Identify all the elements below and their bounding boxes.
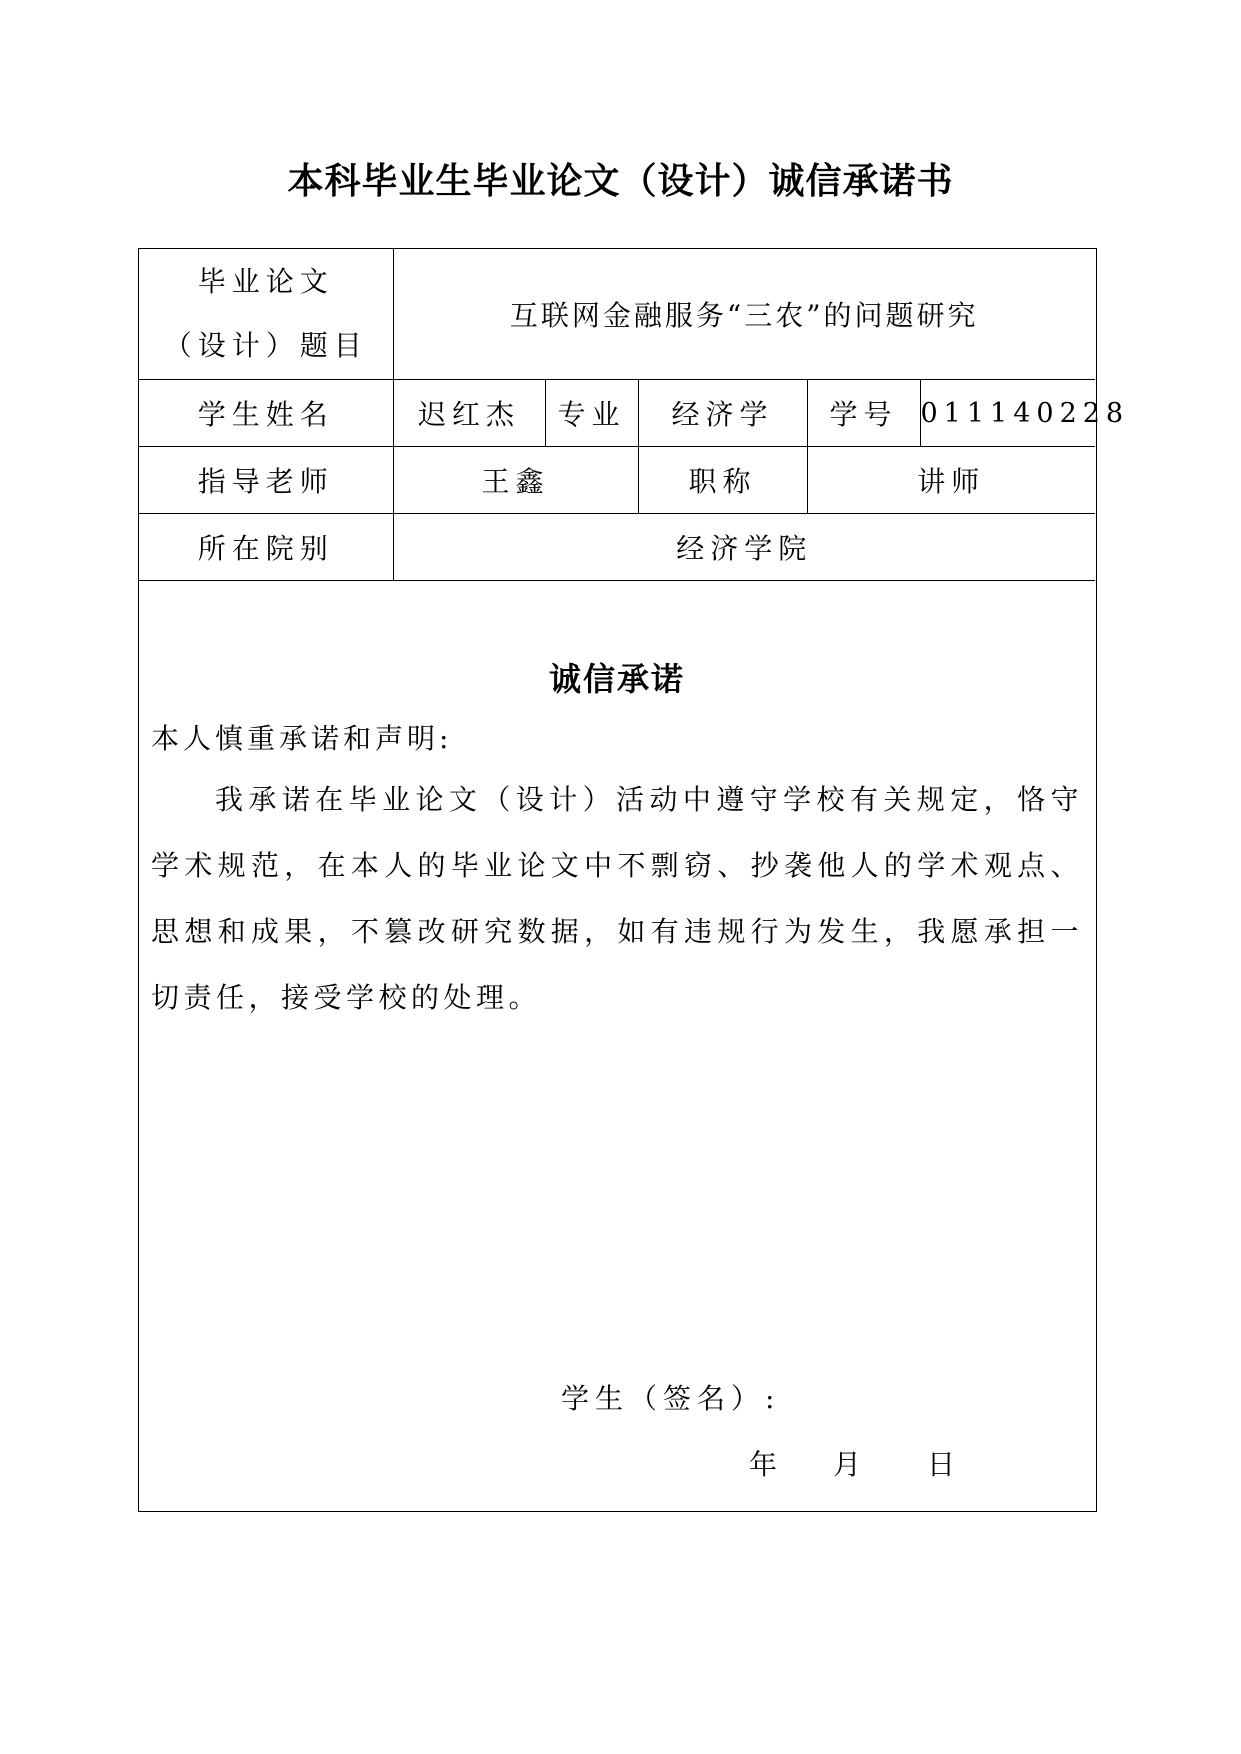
table-row-college <box>139 514 1095 581</box>
college-value: 经济学院 <box>393 514 1095 581</box>
signature-label: 学生（签名）: <box>561 1382 781 1415</box>
topic-label <box>139 249 393 380</box>
topic-label-line2: （设计）题目 <box>163 329 368 362</box>
date-day-label: 日 <box>927 1448 956 1481</box>
major-label: 专业 <box>545 380 638 447</box>
pledge-heading: 诚信承诺 <box>548 660 685 698</box>
table-row-student <box>139 380 1095 447</box>
advisor-label: 指导老师 <box>139 447 393 514</box>
student-name-label: 学生姓名 <box>139 380 393 447</box>
form-frame <box>138 248 1130 1512</box>
academic-title-label: 职称 <box>638 447 807 514</box>
topic-value: 互联网金融服务“三农”的问题研究 <box>393 249 1095 380</box>
student-id-value: 011140228 <box>920 380 1095 447</box>
date-year-label: 年 <box>749 1448 778 1481</box>
college-label: 所在院别 <box>139 514 393 581</box>
student-id-label: 学号 <box>807 380 920 447</box>
advisor-value: 王鑫 <box>393 447 638 514</box>
pledge-body: 我承诺在毕业论文（设计）活动中遵守学校有关规定，恪守学术规范，在本人的毕业论文中不剽窃、抄袭他人的学术观点、思想和成果，不篡改研究数据，如有违规行为发生，我愿承担一切责任，接受学校的处理。 <box>151 783 1083 1014</box>
date-month-label: 月 <box>833 1448 862 1481</box>
table-row-advisor <box>139 447 1095 514</box>
page-title: 本科毕业生毕业论文（设计）诚信承诺书 <box>287 161 954 202</box>
info-table <box>139 249 1130 581</box>
topic-label-line1: 毕业论文 <box>197 265 334 298</box>
major-value: 经济学 <box>638 380 807 447</box>
table-row-topic <box>139 249 1095 380</box>
academic-title-value: 讲师 <box>807 447 1095 514</box>
student-name-value: 迟红杰 <box>393 380 545 447</box>
pledge-intro: 本人慎重承诺和声明: <box>151 722 453 755</box>
date-line <box>749 1443 955 1483</box>
